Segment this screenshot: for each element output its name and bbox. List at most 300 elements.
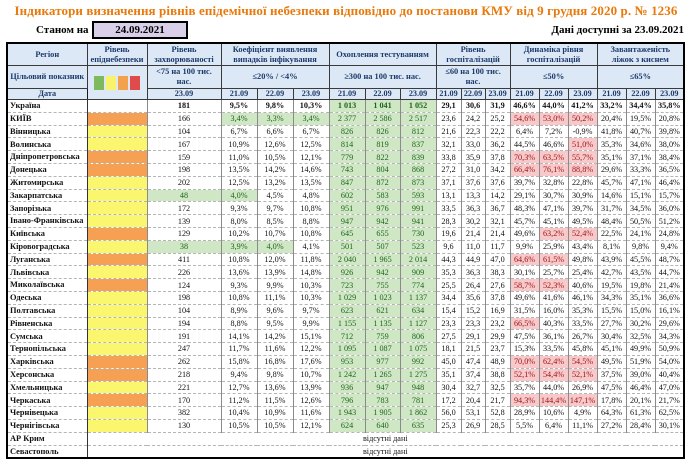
value-cell: 868 [400,164,436,177]
value-cell: 9,6% [257,304,293,317]
value-cell: 6,7% [293,125,329,138]
value-cell: 9,9% [293,317,329,330]
epidemic-level-cell [87,164,147,177]
value-cell: 64,3% [597,407,626,420]
header-row-groups [7,43,684,66]
value-cell: 16,0% [539,304,568,317]
table-row [7,228,684,241]
value-cell: 11,0% [221,151,257,164]
value-cell: 804 [365,164,400,177]
value-cell: 602 [329,189,365,202]
value-cell: 42,7% [597,266,626,279]
value-cell: 47,5% [510,330,539,343]
value-cell: 21,4 [485,228,510,241]
value-cell: 37,1% [626,151,655,164]
value-cell: 52,1% [510,368,539,381]
value-cell: 15,1% [626,189,655,202]
value-cell: 8,9% [221,304,257,317]
value-cell: 56,0 [436,407,461,420]
value-cell: 10,3% [293,100,329,113]
value-cell: 37,4 [461,368,485,381]
region-name-cell: АР Крим [7,432,87,445]
value-cell: 11,7% [221,343,257,356]
value-cell: 15,7% [655,189,684,202]
value-cell: 743 [329,164,365,177]
value-cell: 51,9% [626,355,655,368]
value-cell: 39,8% [655,125,684,138]
region-name-cell: Харківська [7,355,87,368]
meta-row [6,21,686,40]
target-detection-coefficient: ≤20% / <4% [221,66,329,88]
value-cell: 10,9% [257,407,293,420]
value-cell: 34,6% [626,138,655,151]
value-cell: 621 [365,304,400,317]
value-cell: 837 [400,138,436,151]
value-cell: 27,2 [436,164,461,177]
value-cell: 936 [329,381,365,394]
value-cell: 31,0 [461,164,485,177]
value-cell: 218 [147,368,221,381]
region-name-cell: Хмельницька [7,381,87,394]
value-cell: 48,9 [485,355,510,368]
value-cell: 54,6% [510,112,539,125]
value-cell: 942 [365,215,400,228]
value-cell: 16,1% [655,304,684,317]
value-cell: 10,8% [293,228,329,241]
value-cell: 9,8% [257,100,293,113]
table-row [7,394,684,407]
epidemic-level-cell [87,176,147,189]
value-cell: 9,5% [221,100,257,113]
date-header-cell: 22.09 [539,88,568,99]
value-cell: 2 586 [365,112,400,125]
value-cell: 3,9% [221,240,257,253]
region-name-cell: Черкаська [7,394,87,407]
value-cell: 49,6% [510,228,539,241]
no-data-cell: відсутні дані [87,445,684,458]
value-cell: 10,8% [293,202,329,215]
value-cell: 31,9 [485,100,510,113]
table-row [7,164,684,177]
value-cell: 30,1% [655,419,684,432]
col-header-hospitalization-dynamics: Динаміка рівня госпіталізацій [510,43,597,66]
value-cell: 13,5% [293,176,329,189]
value-cell: 29,9 [485,330,510,343]
value-cell: 16,9 [485,304,510,317]
epidemic-level-cell [87,138,147,151]
value-cell: 10,4% [221,407,257,420]
value-cell: 826 [365,125,400,138]
value-cell: 124 [147,279,221,292]
value-cell: 947 [329,215,365,228]
value-cell: 36,3 [461,202,485,215]
value-cell: 942 [365,266,400,279]
value-cell: 37,8 [485,292,510,305]
value-cell: 28,4% [626,419,655,432]
value-cell: 47,0% [655,381,684,394]
value-cell: 12,1% [293,151,329,164]
target-hospitalization-dynamics: ≤50% [510,66,597,88]
value-cell: 104 [147,125,221,138]
value-cell: 1 965 [365,253,400,266]
epidemic-level-cell [87,368,147,381]
value-cell: 33,3% [626,164,655,177]
region-name-cell: Чернівецька [7,407,87,420]
value-cell: 15,0% [626,304,655,317]
value-cell: 45,8% [568,343,597,356]
value-cell: 15,8% [221,355,257,368]
value-cell: 382 [147,407,221,420]
value-cell: 21,6 [436,125,461,138]
value-cell: 8,8% [293,215,329,228]
value-cell: 26,7% [568,330,597,343]
value-cell: 14,1% [221,330,257,343]
table-row [7,253,684,266]
table-row [7,419,684,432]
value-cell: 1 155 [329,317,365,330]
value-cell: 19,6 [436,228,461,241]
value-cell: 30,2 [461,215,485,228]
value-cell: 37,8 [485,151,510,164]
table-row [7,125,684,138]
value-cell: 61,3% [626,407,655,420]
value-cell: 13,6% [257,381,293,394]
value-cell: 12,5% [221,176,257,189]
value-cell: 593 [400,189,436,202]
date-header-cell: 21.09 [510,88,539,99]
value-cell: 10,5% [257,419,293,432]
date-header-cell: 23.09 [293,88,329,99]
value-cell: 35,1% [626,292,655,305]
data-available-label: Дані доступні за 23.09.2021 [551,24,684,36]
value-cell: 19,5% [597,279,626,292]
value-cell: 35,7% [510,381,539,394]
value-cell: 635 [400,419,436,432]
no-data-cell: відсутні дані [87,432,684,445]
value-cell: 976 [365,202,400,215]
value-cell: 27,5 [436,330,461,343]
value-cell: 9,8% [626,240,655,253]
value-cell: 28,5 [485,419,510,432]
value-cell: 30,7% [539,189,568,202]
value-cell: 26,9% [568,381,597,394]
value-cell: 4,0% [257,240,293,253]
value-cell: 34,5% [626,202,655,215]
value-cell: 11,5% [257,394,293,407]
value-cell: 139 [147,215,221,228]
value-cell: 37,6 [461,176,485,189]
value-cell: 951 [329,202,365,215]
value-cell: 46,4% [655,176,684,189]
value-cell: 23,3 [461,317,485,330]
value-cell: 33,5 [436,202,461,215]
value-cell: 909 [400,266,436,279]
value-cell: 507 [365,240,400,253]
date-header-cell: 21.09 [597,88,626,99]
value-cell: 13,9% [293,381,329,394]
value-cell: 54,4% [539,368,568,381]
table-row [7,407,684,420]
table-row [7,138,684,151]
table-row [7,343,684,356]
value-cell: 50,2% [568,112,597,125]
value-cell: 523 [400,240,436,253]
value-cell: 54,0% [655,355,684,368]
region-name-cell: Миколаївська [7,279,87,292]
value-cell: 759 [365,330,400,343]
value-cell: 51,2% [655,215,684,228]
value-cell: 198 [147,292,221,305]
value-cell: 48,3% [510,202,539,215]
value-cell: 19,5% [626,112,655,125]
date-header-cell: 23.09 [147,88,221,99]
legend-swatch-3 [130,76,140,90]
value-cell: 21,4 [461,228,485,241]
value-cell: 53,1 [461,407,485,420]
value-cell: 15,3% [510,343,539,356]
epidemic-level-cell [87,253,147,266]
epidemic-level-cell [87,215,147,228]
value-cell: 47,5% [597,381,626,394]
value-cell: 13,2% [257,176,293,189]
value-cell: 66,5% [510,317,539,330]
value-cell: 4,1% [293,240,329,253]
value-cell: 29,1% [510,189,539,202]
region-name-cell: Донецька [7,164,87,177]
value-cell: 76,1% [539,164,568,177]
value-cell: 1 943 [329,407,365,420]
value-cell: 38,8 [485,368,510,381]
value-cell: 39,7% [568,202,597,215]
value-cell: 44,5% [510,138,539,151]
table-row [7,215,684,228]
value-cell: 15,2 [461,304,485,317]
epidemic-level-cell [87,266,147,279]
value-cell: 34,3% [655,330,684,343]
table-row [7,100,684,113]
value-cell: 814 [329,138,365,151]
value-cell: 40,4% [655,368,684,381]
table-row [7,317,684,330]
value-cell: 839 [400,151,436,164]
value-cell: 10,6% [539,407,568,420]
value-cell: 8,0% [221,215,257,228]
value-cell: 10,3% [293,279,329,292]
region-name-cell: Житомирська [7,176,87,189]
value-cell: 61,5% [539,253,568,266]
value-cell: 202 [147,176,221,189]
value-cell: 52,4% [568,228,597,241]
value-cell: 9,7% [257,202,293,215]
value-cell: 1 095 [329,343,365,356]
value-cell: 46,4% [626,381,655,394]
epidemic-level-cell [87,381,147,394]
value-cell: 35,1% [597,151,626,164]
value-cell: 15,4 [436,304,461,317]
col-header-testing-coverage: Охоплення тестуванням [329,43,436,66]
value-cell: 45,0 [436,355,461,368]
table-row [7,445,684,458]
value-cell: 30,2% [626,317,655,330]
value-cell: 872 [365,176,400,189]
region-name-cell: КИЇВ [7,112,87,125]
value-cell: 17,8% [597,394,626,407]
col-header-hospitalization-level: Рівень госпіталізацій [436,43,510,66]
table-row [7,368,684,381]
value-cell: 20,1% [626,394,655,407]
date-header-cell: 22.09 [365,88,400,99]
region-name-cell: Херсонська [7,368,87,381]
value-cell: 45,7% [597,176,626,189]
value-cell: 8,5% [257,215,293,228]
value-cell: 623 [329,304,365,317]
value-cell: 11,8% [293,253,329,266]
value-cell: 38,4% [655,151,684,164]
value-cell: 94,3% [510,394,539,407]
value-cell: 10,9% [221,138,257,151]
value-cell: 47,1% [539,202,568,215]
table-row [7,292,684,305]
value-cell: 44,7% [655,266,684,279]
value-cell: 9,9% [510,240,539,253]
table-row [7,189,684,202]
value-cell: 806 [400,330,436,343]
value-cell: 49,6% [510,292,539,305]
value-cell: 40,3% [539,317,568,330]
value-cell: 24,1% [626,228,655,241]
value-cell: 48,7% [655,253,684,266]
value-cell: 1 127 [400,317,436,330]
date-header-cell: 22.09 [626,88,655,99]
value-cell: 22,5% [597,228,626,241]
value-cell: 22,8% [568,176,597,189]
value-cell: 25,9% [539,240,568,253]
region-name-cell: Дніпропетровська [7,151,87,164]
epidemic-level-cell [87,419,147,432]
region-name-cell: Вінницька [7,125,87,138]
as-of-date-box: 24.09.2021 [92,21,188,39]
value-cell: 19,8% [626,279,655,292]
value-cell: 712 [329,330,365,343]
value-cell: 49,5% [568,215,597,228]
value-cell: 104 [147,304,221,317]
value-cell: 247 [147,343,221,356]
date-header-cell: 22.09 [257,88,293,99]
value-cell: 812 [400,125,436,138]
table-row [7,279,684,292]
value-cell: 70,0% [510,355,539,368]
value-cell: 25,7% [539,266,568,279]
value-cell: 32,5 [485,381,510,394]
value-cell: 645 [329,228,365,241]
value-cell: 14,2 [485,189,510,202]
value-cell: 36,1% [539,330,568,343]
value-cell: 10,5% [221,419,257,432]
value-cell: 2 040 [329,253,365,266]
epidemic-level-cell [87,100,147,113]
value-cell: 32,8% [539,176,568,189]
value-cell: 9,4% [221,368,257,381]
value-cell: 941 [400,215,436,228]
table-row [7,266,684,279]
date-header-cell: 21.09 [329,88,365,99]
value-cell: 226 [147,266,221,279]
value-cell: 70,3% [510,151,539,164]
value-cell: 36,5% [655,164,684,177]
value-cell: 947 [365,381,400,394]
value-cell: 10,7% [257,228,293,241]
value-cell: 35,3 [436,266,461,279]
epidemic-level-cell [87,330,147,343]
value-cell: 33,2% [597,100,626,113]
value-cell: 62,4% [539,355,568,368]
table-row [7,330,684,343]
value-cell: 53,0% [539,112,568,125]
legend-swatch-2 [118,76,128,90]
table-row [7,176,684,189]
value-cell: 13,6% [221,266,257,279]
value-cell: 49,9% [626,343,655,356]
value-cell: 52,3% [539,279,568,292]
value-cell: 39,7% [510,176,539,189]
value-cell: 796 [329,394,365,407]
value-cell: 8,8% [221,317,257,330]
value-cell: 30,4% [597,330,626,343]
value-cell: 14,6% [293,164,329,177]
value-cell: 32,1 [485,215,510,228]
value-cell: 953 [329,355,365,368]
legend-swatches [89,76,146,90]
value-cell: 35,6 [461,292,485,305]
value-cell: 33,5% [539,343,568,356]
col-header-detection-coefficient: Коефіцієнт виявлення випадків інфікування [221,43,329,66]
value-cell: 1 013 [329,100,365,113]
epidemic-level-cell [87,343,147,356]
value-cell: 33,5% [568,317,597,330]
date-header-cell: 23.09 [568,88,597,99]
value-cell: 46,1% [568,292,597,305]
value-cell: 1 041 [365,100,400,113]
table-row [7,304,684,317]
value-cell: 34,2 [485,164,510,177]
value-cell: 34,4% [626,100,655,113]
value-cell: 14,6% [597,189,626,202]
value-cell: 29,6% [597,164,626,177]
as-of-label: Станом на [36,24,89,36]
value-cell: 624 [329,419,365,432]
value-cell: 30,6 [461,100,485,113]
target-hospitalization-level: ≤60 на 100 тис. нас. [436,66,510,88]
value-cell: 655 [365,228,400,241]
report-title: Індикатори визначення рівнів епідемічної небезпеки відповідно до постанови КМУ від 9 грудня 2020 р. № 1236 [14,3,678,18]
value-cell: 18,1 [436,343,461,356]
value-cell: 66,4% [510,164,539,177]
value-cell: 3,4% [221,112,257,125]
value-cell: 11,2% [221,394,257,407]
value-cell: 11,6% [293,407,329,420]
value-cell: 12,6% [293,394,329,407]
value-cell: 54,5% [568,355,597,368]
legend-swatch-1 [106,76,116,90]
col-header-oxygen-beds-occupancy: Завантаженість ліжок з киснем [597,43,684,66]
table-row [7,381,684,394]
indicators-table [6,42,685,459]
value-cell: 20,4% [597,112,626,125]
value-cell: 32,7 [461,381,485,394]
value-cell: 783 [365,394,400,407]
value-cell: 4,9% [568,407,597,420]
value-cell: 35,1 [436,368,461,381]
